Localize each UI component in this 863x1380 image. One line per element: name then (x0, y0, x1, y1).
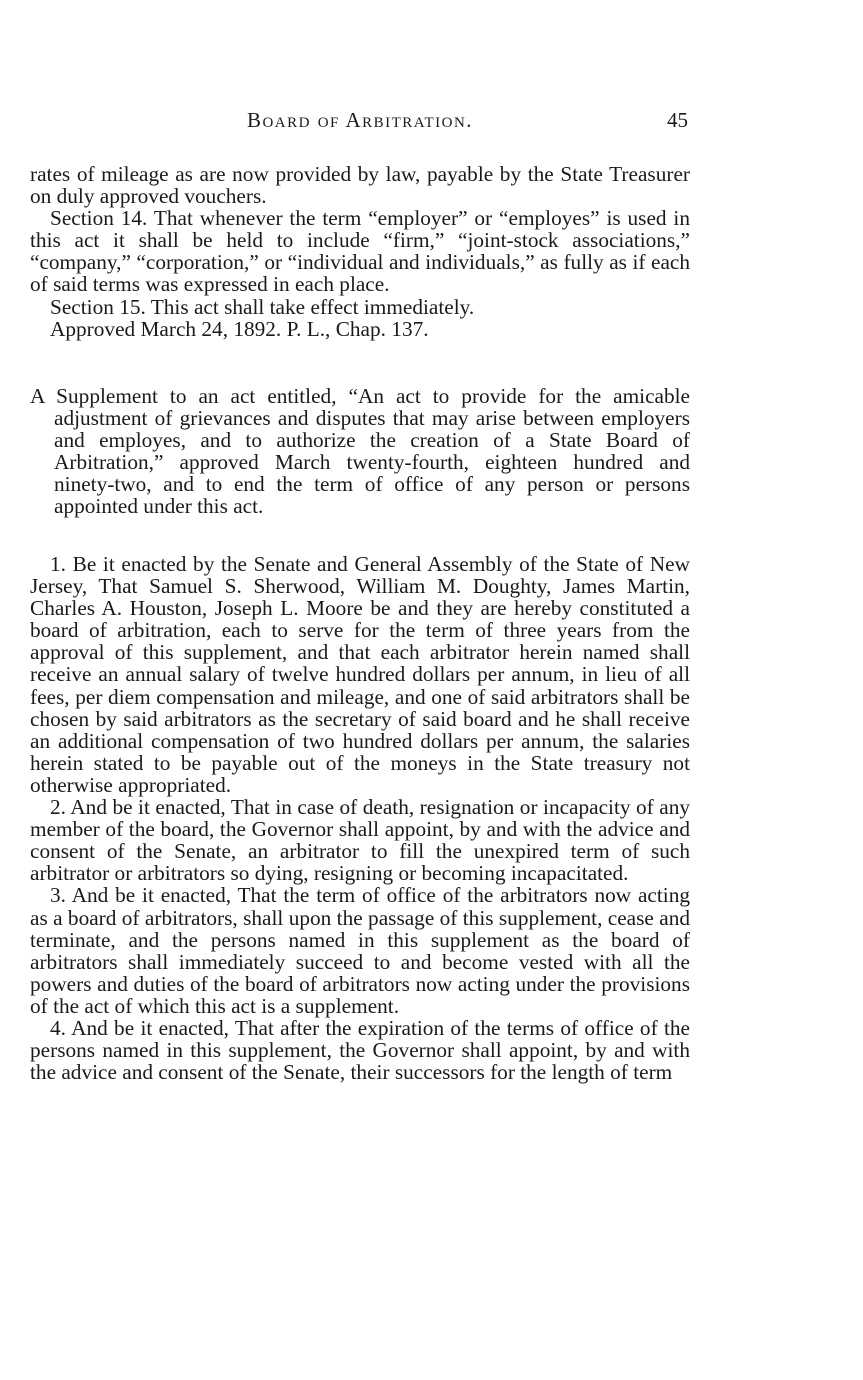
page-number: 45 (667, 108, 688, 132)
supplement-title-block (30, 385, 690, 518)
running-header (30, 108, 690, 136)
section-1-paragraph: 1. Be it enacted by the Senate and General Assembly of the State of New Jersey, That Samuel S. Sherwood, William M. Doughty, James Martin, Charles A. Houston, Joseph L. Moore be and they are hereby constituted a board of arbitration, each to serve for the term of three years from the approval of this supplement, and that each arbitrator herein named shall receive an annual salary of twelve hundred dollars per annum, in lieu of all fees, per diem compensation and mileage, and one of said arbitrators shall be chosen by said arbitrators as the secretary of said board and he shall receive an additional compensation of two hundred dollars per annum, the salaries herein stated to be payable out of the moneys in the State treasury not otherwise appropriated. (30, 552, 690, 797)
approval-line: Approved March 24, 1892. P. L., Chap. 137. (50, 316, 429, 341)
header-title: Board of Arbitration. (246, 108, 474, 132)
continuation-paragraph: rates of mileage as are now provided by law, payable by the State Treasurer on duly approved vouchers. (30, 162, 690, 209)
section-14-paragraph: Section 14. That whenever the term “employer” or “employes” is used in this act it shall be held to include “firm,” “joint-stock associations,” “company,” “corporation,” or “individual and individuals,” as fully as if each of said terms was expressed in each place. (30, 206, 690, 297)
section-4-paragraph: 4. And be it enacted, That after the expiration of the terms of office of the persons named in this supplement, the Governor shall appoint, by and with the advice and consent of the Senate, their successors for the length of term (30, 1015, 690, 1085)
supplement-title: A Supplement to an act entitled, “An act to provide for the amicable adjustment of grievances and disputes that may arise between employers and employes, and to authorize the creation of a State Board of Arbitration,” approved March twenty-fourth, eighteen hundred and ninety-two, and to end the term of office of any person or persons appointed under this act. (30, 384, 690, 519)
text-block-sections-14-15 (30, 163, 690, 340)
section-2-paragraph: 2. And be it enacted, That in case of death, resignation or incapacity of any member of the board, the Governor shall appoint, by and with the advice and consent of the Senate, an arbitrator to fill the unexpired term of such arbitrator or arbitrators so dying, resigning or becoming incapacitated. (30, 795, 690, 886)
supplement-sections (30, 553, 690, 1083)
section-15-paragraph: Section 15. This act shall take effect immediately. (50, 294, 475, 319)
section-3-paragraph: 3. And be it enacted, That the term of office of the arbitrators now acting as a board of arbitrators, shall upon the passage of this supplement, cease and terminate, and the persons named in this supplement as the board of arbitrators shall immediately succeed to and become vested with all the powers and duties of the board of arbitrators now acting under the provisions of the act of which this act is a supplement. (30, 883, 690, 1018)
